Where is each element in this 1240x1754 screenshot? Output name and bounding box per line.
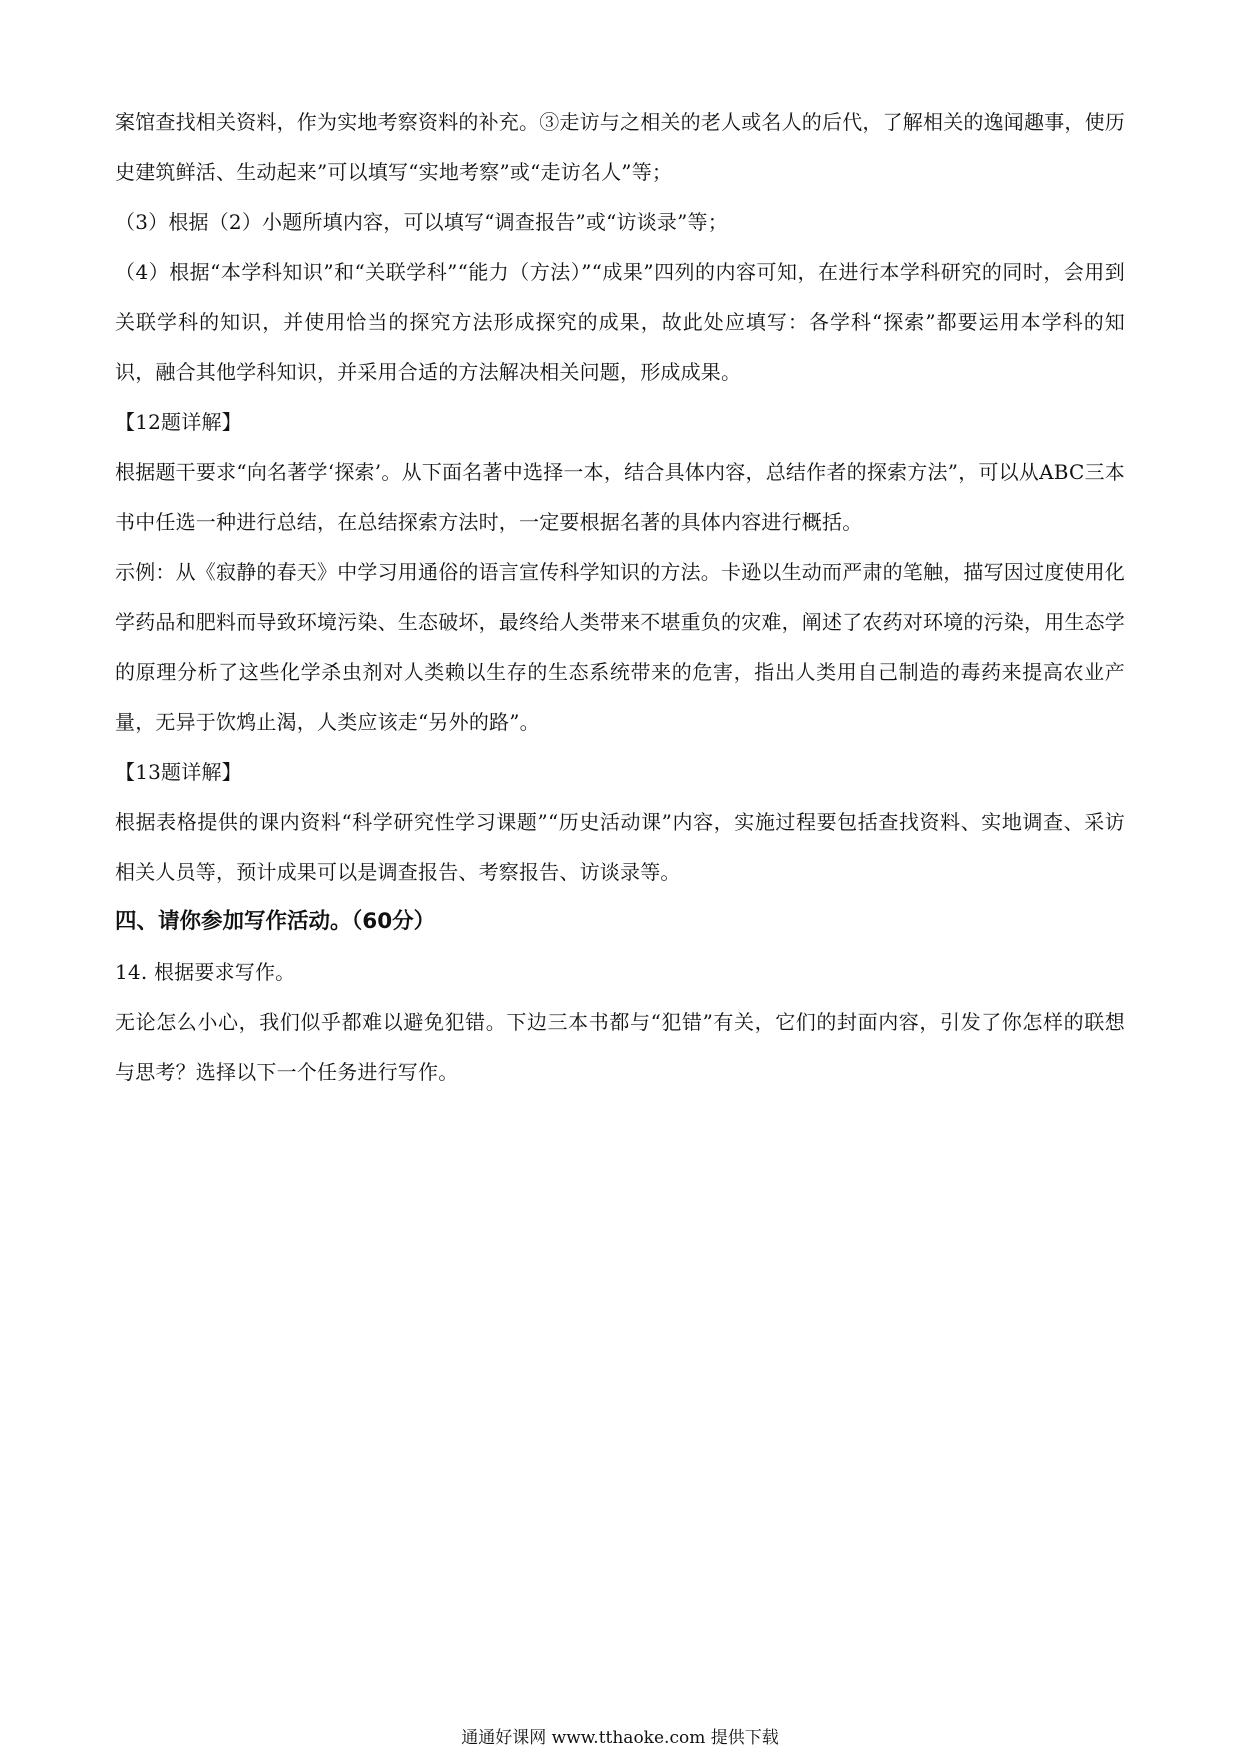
paragraph-question-12-requirement: 根据题干要求“向名著学‘探索’。从下面名著中选择一本，结合具体内容，总结作者的探索方法”，可以从ABC三本书中任选一种进行总结，在总结探索方法时，一定要根据名著的具体内容进行概括。 — [115, 460, 1125, 534]
heading-question-13-detail: 【13题详解】 — [115, 760, 242, 784]
paragraph-answer-2-continued: 案馆查找相关资料，作为实地考察资料的补充。③走访与之相关的老人或名人的后代，了解相关的逸闻趣事，使历史建筑鲜活、生动起来”可以填写“实地考察”或“走访名人”等； — [115, 110, 1125, 184]
question-14-title: 14. 根据要求写作。 — [115, 960, 296, 984]
question-14-body: 无论怎么小心，我们似乎都难以避免犯错。下边三本书都与“犯错”有关，它们的封面内容，引发了你怎样的联想与思考？选择以下一个任务进行写作。 — [115, 1010, 1125, 1084]
section-heading-writing: 四、请你参加写作活动。（60分） — [115, 909, 436, 934]
paragraph-question-12-example: 示例：从《寂静的春天》中学习用通俗的语言宣传科学知识的方法。卡逊以生动而严肃的笔触，描写因过度使用化学药品和肥料而导致环境污染、生态破坏，最终给人类带来不堪重负的灾难，阐述了农药对环境的污染，用生态学的原理分析了这些化学杀虫剂对人类赖以生存的生态系统带来的危害，指出人类用自己制造的毒药来提高农业产量，无异于饮鸩止渴，人类应该走“另外的路”。 — [115, 560, 1125, 734]
paragraph-question-13-answer: 根据表格提供的课内资料“科学研究性学习课题”“历史活动课”内容，实施过程要包括查找资料、实地调查、采访相关人员等，预计成果可以是调查报告、考察报告、访谈录等。 — [115, 810, 1125, 884]
document-body — [115, 97, 1125, 1097]
heading-question-12-detail: 【12题详解】 — [115, 410, 242, 434]
paragraph-answer-3: （3）根据（2）小题所填内容，可以填写“调查报告”或“访谈录”等； — [115, 210, 728, 234]
page-footer: 通通好课网 www.tthaoke.com 提供下载 — [461, 1728, 779, 1748]
paragraph-answer-4: （4）根据“本学科知识”和“关联学科”“能力（方法）”“成果”四列的内容可知，在进行本学科研究的同时，会用到关联学科的知识，并使用恰当的探究方法形成探究的成果，故此处应填写：各学科“探索”都要运用本学科的知识，融合其他学科知识，并采用合适的方法解决相关问题，形成成果。 — [115, 260, 1125, 384]
